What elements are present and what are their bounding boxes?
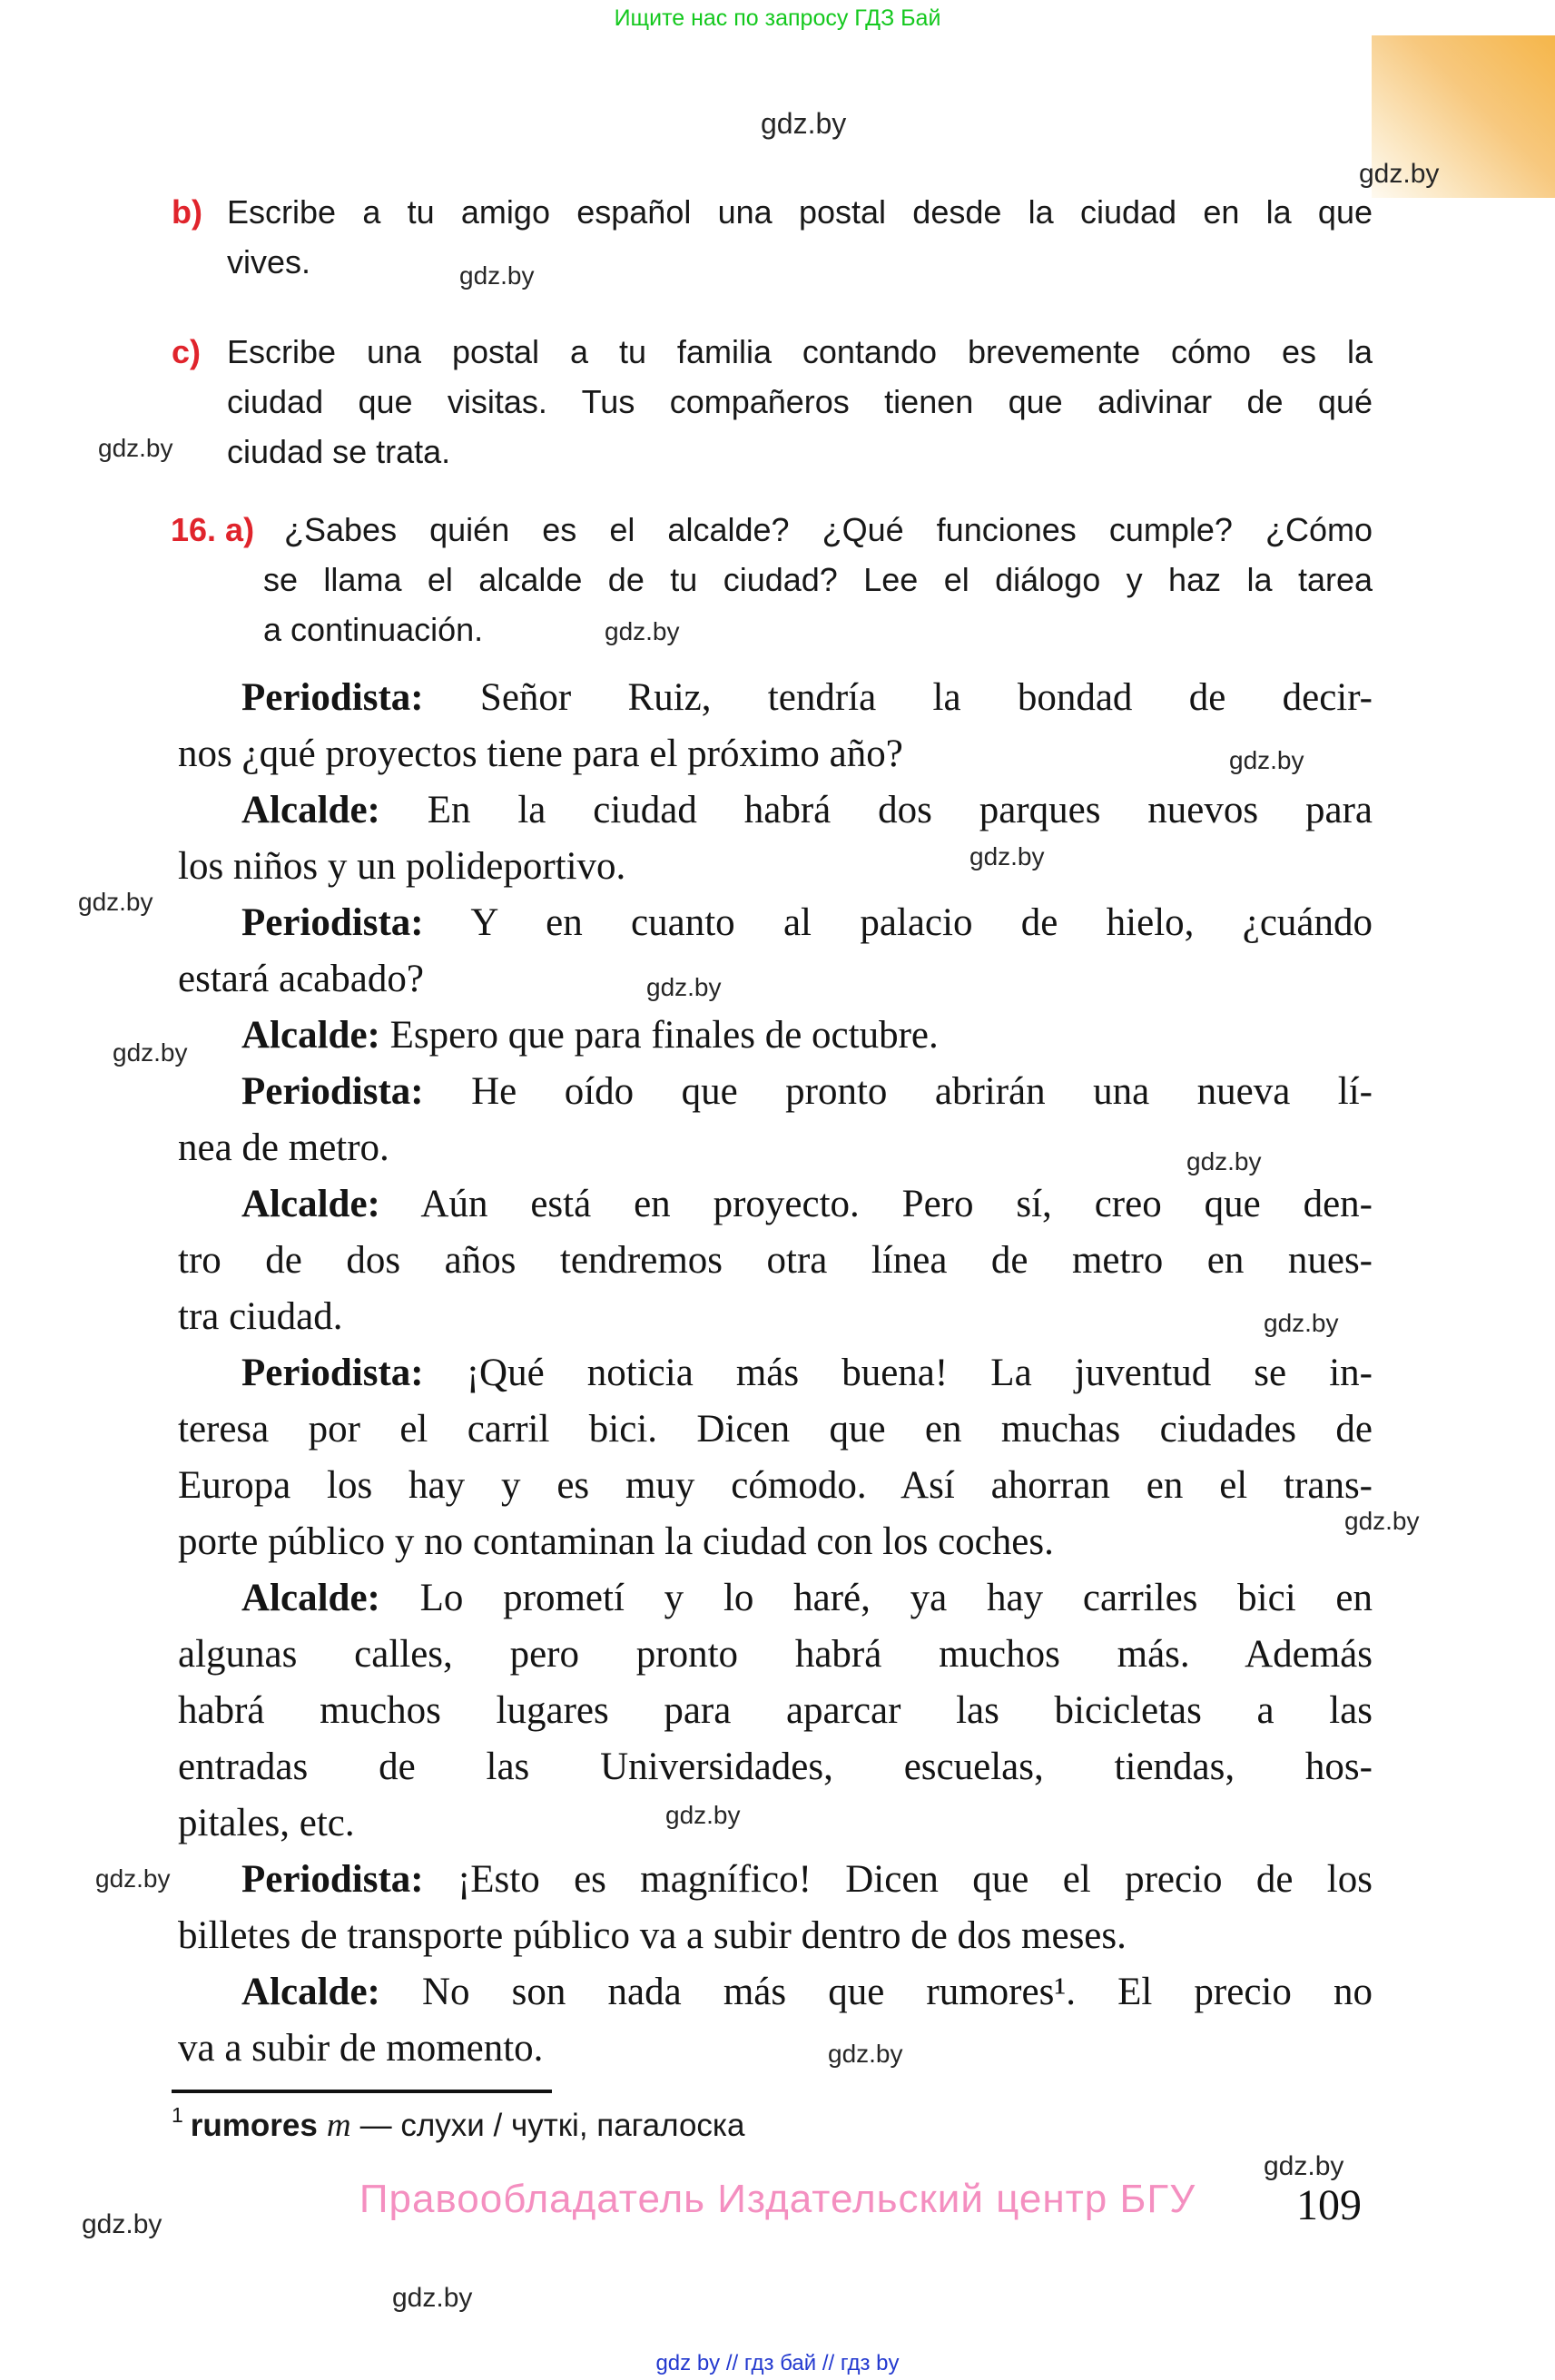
speaker-name: Periodista: xyxy=(241,1070,424,1113)
exercise-text-line: Escribe a tu amigo español una postal desde la ciudad en la que xyxy=(227,193,1373,231)
gdz-watermark: gdz.by xyxy=(1264,1309,1339,1337)
footer-link[interactable]: gdz by xyxy=(655,2351,721,2375)
dialogue-line-p6: Alcalde: Aún está en proyecto. Pero sí, creo que den- xyxy=(241,1183,1373,1225)
exercise-text-line: se llama el alcalde de tu ciudad? Lee el diálogo y haz la tarea xyxy=(263,561,1373,598)
speaker-name: Alcalde: xyxy=(241,789,380,831)
dialogue-line-p6: tro de dos años tendremos otra línea de metro en nues- xyxy=(178,1239,1373,1282)
exercise-text-line: ¿Sabes quién es el alcalde? ¿Qué funciones cumple? ¿Cómo xyxy=(284,511,1373,548)
gdz-watermark: gdz.by xyxy=(459,261,535,290)
page-number: 109 xyxy=(1296,2181,1362,2229)
speaker-name: Alcalde: xyxy=(241,1577,380,1619)
gdz-watermark: gdz.by xyxy=(1186,1147,1262,1175)
footnote-definition: — слухи / чуткі, пагалоска xyxy=(359,2108,745,2143)
dialogue-line-p3: estará acabado? xyxy=(178,958,424,1000)
dialogue-line-p2: los niños y un polideportivo. xyxy=(178,845,626,888)
footnote xyxy=(172,2103,745,2145)
gdz-watermark: gdz.by xyxy=(98,434,173,462)
exercise-text-line: a continuación. xyxy=(263,611,484,648)
gdz-watermark: gdz.by xyxy=(113,1038,188,1067)
speaker-name: Periodista: xyxy=(241,1858,424,1901)
footer-links: gdz by // гдз бай // гдз by xyxy=(655,2351,900,2375)
promo-banner: Ищите нас по запросу ГДЗ Бай xyxy=(614,5,941,31)
dialogue-line-p2: Alcalde: En la ciudad habrá dos parques nuevos para xyxy=(241,789,1373,831)
dialogue-line-p5: nea de metro. xyxy=(178,1126,389,1169)
dialogue-line-p7: porte público y no contaminan la ciudad con los coches. xyxy=(178,1520,1054,1563)
speaker-name: Periodista: xyxy=(241,1352,424,1394)
exercise-text-line: ciudad se trata. xyxy=(227,433,451,470)
exercise-text-line: Escribe una postal a tu familia contando brevemente cómo es la xyxy=(227,333,1373,370)
dialogue-line-p7: teresa por el carril bici. Dicen que en muchas ciudades de xyxy=(178,1408,1373,1451)
dialogue-line-p7: Periodista: ¡Qué noticia más buena! La juventud se in- xyxy=(241,1352,1373,1394)
dialogue-line-p7: Europa los hay y es muy cómodo. Así ahorran en el trans- xyxy=(178,1464,1373,1507)
speaker-name: Alcalde: xyxy=(241,1014,380,1057)
dialogue-line-p9: Periodista: ¡Esto es magnífico! Dicen que el precio de los xyxy=(241,1858,1373,1901)
exercise-text-line: ciudad que visitas. Tus compañeros tienen que adivinar de qué xyxy=(227,383,1373,420)
gdz-watermark: gdz.by xyxy=(605,617,680,645)
copyright-notice: Правообладатель Издательский центр БГУ xyxy=(359,2177,1196,2221)
exercise-item-c xyxy=(227,327,1373,477)
gdz-watermark: gdz.by xyxy=(761,107,847,140)
dialogue-line-p3: Periodista: Y en cuanto al palacio de hielo, ¿cuándo xyxy=(241,901,1373,944)
exercise-text-line: vives. xyxy=(227,243,311,280)
dialogue-line-p4: Alcalde: Espero que para finales de octubre. xyxy=(241,1014,939,1057)
gdz-watermark: gdz.by xyxy=(1229,746,1304,774)
dialogue-line-p6: tra ciudad. xyxy=(178,1295,343,1338)
exercise-label-c: c) xyxy=(172,333,202,370)
dialogue-line-p8: entradas de las Universidades, escuelas, tiendas, hos- xyxy=(178,1746,1373,1788)
gdz-watermark: gdz.by xyxy=(392,2283,473,2313)
dialogue xyxy=(178,670,1373,2077)
gdz-watermark: gdz.by xyxy=(82,2209,162,2239)
gdz-watermark: gdz.by xyxy=(95,1864,171,1893)
footnote-gender: m xyxy=(326,2107,351,2144)
gdz-watermark: gdz.by xyxy=(1359,159,1440,189)
footnote-rule xyxy=(172,2090,552,2093)
footer-link[interactable]: гдз by xyxy=(840,2351,900,2375)
gdz-watermark: gdz.by xyxy=(78,888,153,916)
dialogue-line-p1: nos ¿qué proyectos tiene para el próximo año? xyxy=(178,733,903,775)
exercise-label-16a: 16. a) xyxy=(171,511,255,548)
dialogue-line-p9: billetes de transporte público va a subir dentro de dos meses. xyxy=(178,1914,1127,1957)
exercise-item-16a xyxy=(263,505,1373,654)
dialogue-line-p8: pitales, etc. xyxy=(178,1802,355,1844)
exercise-label-b: b) xyxy=(172,193,202,231)
gdz-watermark: gdz.by xyxy=(665,1801,741,1829)
footnote-term: rumores xyxy=(190,2108,318,2143)
footer-link[interactable]: гдз бай xyxy=(743,2351,817,2375)
exercise-item-b xyxy=(227,187,1373,287)
gdz-watermark: gdz.by xyxy=(1264,2151,1344,2181)
dialogue-line-p8: Alcalde: Lo prometí y lo haré, ya hay carriles bici en xyxy=(241,1577,1373,1619)
dialogue-line-p5: Periodista: He oído que pronto abrirán una nueva lí- xyxy=(241,1070,1373,1113)
dialogue-line-p8: habrá muchos lugares para aparcar las bicicletas a las xyxy=(178,1689,1373,1732)
speaker-name: Alcalde: xyxy=(241,1183,380,1225)
speaker-name: Alcalde: xyxy=(241,1971,380,2013)
dialogue-line-p8: algunas calles, pero pronto habrá muchos más. Además xyxy=(178,1633,1373,1676)
speaker-name: Periodista: xyxy=(241,901,424,944)
gdz-watermark: gdz.by xyxy=(828,2040,903,2068)
footnote-marker: 1 xyxy=(172,2103,183,2127)
gdz-watermark: gdz.by xyxy=(646,973,722,1001)
dialogue-line-p10: va a subir de momento. xyxy=(178,2027,544,2070)
gdz-watermark: gdz.by xyxy=(1344,1507,1420,1535)
dialogue-line-p1: Periodista: Señor Ruiz, tendría la bondad de decir- xyxy=(241,676,1373,719)
dialogue-line-p10: Alcalde: No son nada más que rumores¹. El precio no xyxy=(241,1971,1373,2013)
gdz-watermark: gdz.by xyxy=(969,842,1045,870)
speaker-name: Periodista: xyxy=(241,676,424,719)
